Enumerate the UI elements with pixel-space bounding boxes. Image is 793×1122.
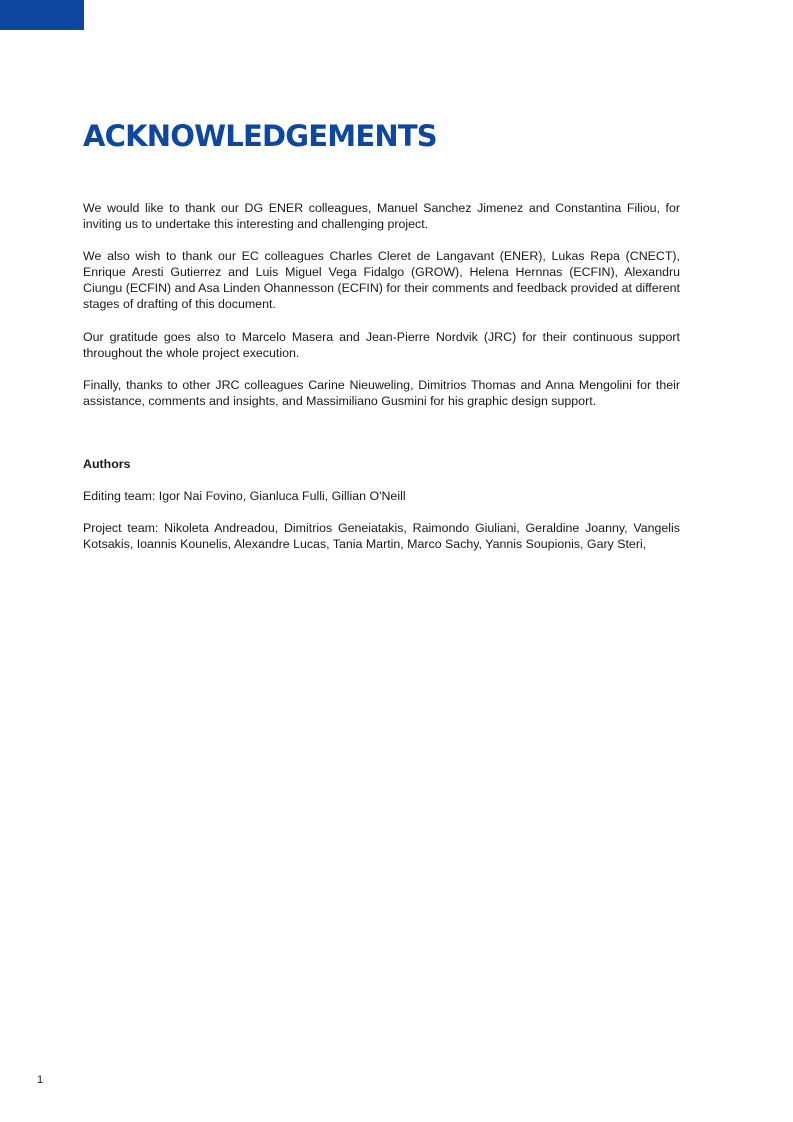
- paragraph-dg-ener: We would like to thank our DG ENER colleagues, Manuel Sanchez Jimenez and Constantina Filiou, for inviting us to undertake this interesting and challenging project.: [83, 201, 680, 232]
- page-number: 1: [37, 1074, 44, 1086]
- editing-team: Editing team: Igor Nai Fovino, Gianluca Fulli, Gillian O'Neill: [83, 489, 406, 504]
- paragraph-jrc-colleagues: Finally, thanks to other JRC colleagues Carine Nieuweling, Dimitrios Thomas and Anna Mengolini for their assistance, comments and insights, and Massimiliano Gusmini for his graphic design support.: [83, 377, 680, 408]
- paragraph-ec-colleagues: We also wish to thank our EC colleagues Charles Cleret de Langavant (ENER), Lukas Repa (CNECT), Enrique Aresti Gutierrez and Luis Miguel Vega Fidalgo (GROW), Helena Hernnas (ECFIN), Alexandru Ciungu (ECFIN) and Asa Linden Ohannesson (ECFIN) for their comments and feedback provided at different stages of drafting of this document.: [83, 249, 680, 312]
- project-team: Project team: Nikoleta Andreadou, Dimitrios Geneiatakis, Raimondo Giuliani, Geraldine Joanny, Vangelis Kotsakis, Ioannis Kounelis, Alexandre Lucas, Tania Martin, Marco Sachy, Yannis Soupionis, Gary Steri,: [83, 521, 680, 552]
- page-title: ACKNOWLEDGEMENTS: [83, 119, 437, 153]
- authors-section: [83, 456, 680, 568]
- acknowledgements-body: [83, 200, 680, 425]
- corner-accent-bar: [0, 0, 84, 30]
- paragraph-gratitude: Our gratitude goes also to Marcelo Masera and Jean-Pierre Nordvik (JRC) for their continuous support throughout the whole project execution.: [83, 329, 680, 360]
- authors-heading: Authors: [83, 457, 131, 471]
